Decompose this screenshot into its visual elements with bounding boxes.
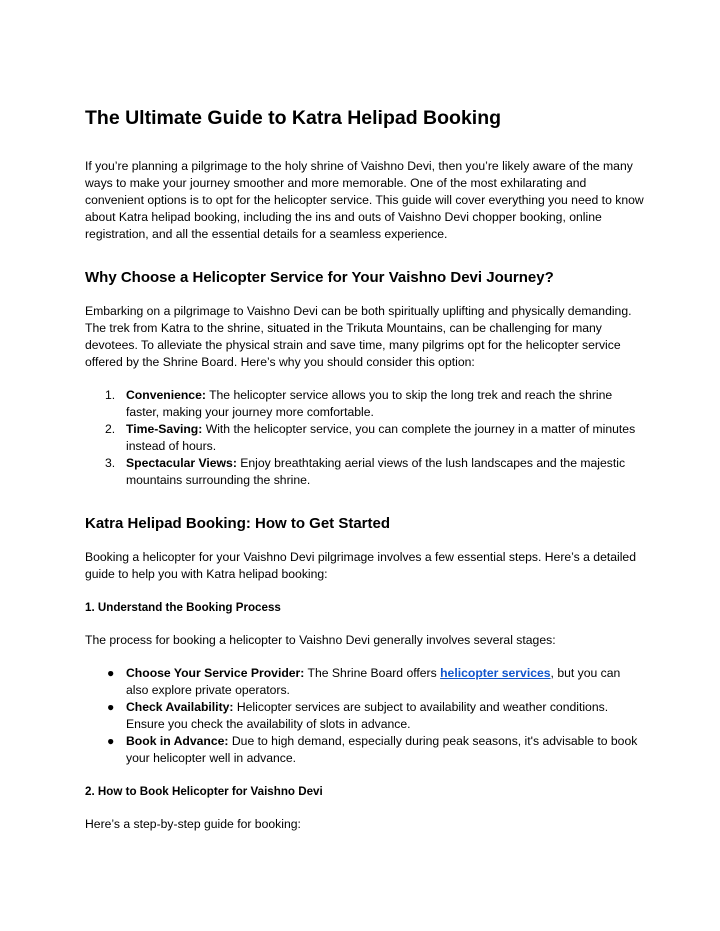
document-body xyxy=(85,104,645,849)
intro-paragraph: If you’re planning a pilgrimage to the holy shrine of Vaishno Devi, then you’re likely aware of the many ways to make your journey smoother and more memorable. One of the most exhilarating and convenient options is to opt for the helicopter service. This guide will cover everything you need to know about Katra helipad booking, including the ins and outs of Vaishno Devi chopper booking, online registration, and all the essential details for a seamless experience. xyxy=(85,159,644,241)
section-heading-why-helicopter: Why Choose a Helicopter Service for Your Vaishno Devi Journey? xyxy=(85,269,554,286)
section-heading-booking: Katra Helipad Booking: How to Get Started xyxy=(85,515,391,532)
list-item xyxy=(85,421,645,455)
list-number: 2. xyxy=(105,422,116,436)
list-item xyxy=(85,387,645,421)
list-item-lead: Choose Your Service Provider: xyxy=(126,666,305,680)
list-item-lead: Convenience: xyxy=(126,388,206,402)
list-item-text: With the helicopter service, you can complete the journey in a matter of minutes instead of hours. xyxy=(126,422,636,453)
list-item xyxy=(85,699,645,733)
list-item-lead: Spectacular Views: xyxy=(126,456,237,470)
bullet-icon: ● xyxy=(107,700,115,714)
list-item xyxy=(85,665,645,699)
list-item-text: , but you can also explore private operators. xyxy=(126,666,621,697)
list-item-text: The Shrine Board offers xyxy=(304,666,441,680)
list-item-text: Enjoy breathtaking aerial views of the lush landscapes and the majestic mountains surrounding the shrine. xyxy=(126,456,626,487)
page-title: The Ultimate Guide to Katra Helipad Booking xyxy=(85,107,502,129)
list-item xyxy=(85,455,645,489)
list-item-lead: Check Availability: xyxy=(126,700,234,714)
list-item xyxy=(85,733,645,767)
list-item-lead: Book in Advance: xyxy=(126,734,229,748)
subheading-how-to-book: 2. How to Book Helicopter for Vaishno Devi xyxy=(85,785,323,798)
section-paragraph-why-helicopter: Embarking on a pilgrimage to Vaishno Devi can be both spiritually uplifting and physically demanding. The trek from Katra to the shrine, situated in the Trikuta Mountains, can be challenging for many devotees. To alleviate the physical strain and save time, many pilgrims opt for the helicopter service offered by the Shrine Board. Here’s why you should consider this option: xyxy=(85,304,632,369)
list-number: 1. xyxy=(105,388,116,402)
bullet-icon: ● xyxy=(107,666,115,680)
bullet-icon: ● xyxy=(107,734,115,748)
list-item-text: The helicopter service allows you to skip the long trek and reach the shrine faster, making your journey more comfortable. xyxy=(126,388,613,419)
list-item-text: Helicopter services are subject to availability and weather conditions. Ensure you check the availability of slots in advance. xyxy=(126,700,609,731)
helicopter-services-link[interactable]: helicopter services xyxy=(440,666,551,680)
list-number: 3. xyxy=(105,456,116,470)
benefits-list xyxy=(85,387,645,489)
booking-steps-list xyxy=(85,665,645,767)
subparagraph-how-to-book: Here’s a step-by-step guide for booking: xyxy=(85,817,301,831)
subparagraph-booking-process: The process for booking a helicopter to Vaishno Devi generally involves several stages: xyxy=(85,633,556,647)
section-paragraph-booking: Booking a helicopter for your Vaishno Devi pilgrimage involves a few essential steps. Here’s a detailed guide to help you with Katra helipad booking: xyxy=(85,550,636,581)
list-item-lead: Time-Saving: xyxy=(126,422,203,436)
list-item-text: Due to high demand, especially during peak seasons, it's advisable to book your helicopter well in advance. xyxy=(126,734,638,765)
subheading-booking-process: 1. Understand the Booking Process xyxy=(85,601,281,614)
